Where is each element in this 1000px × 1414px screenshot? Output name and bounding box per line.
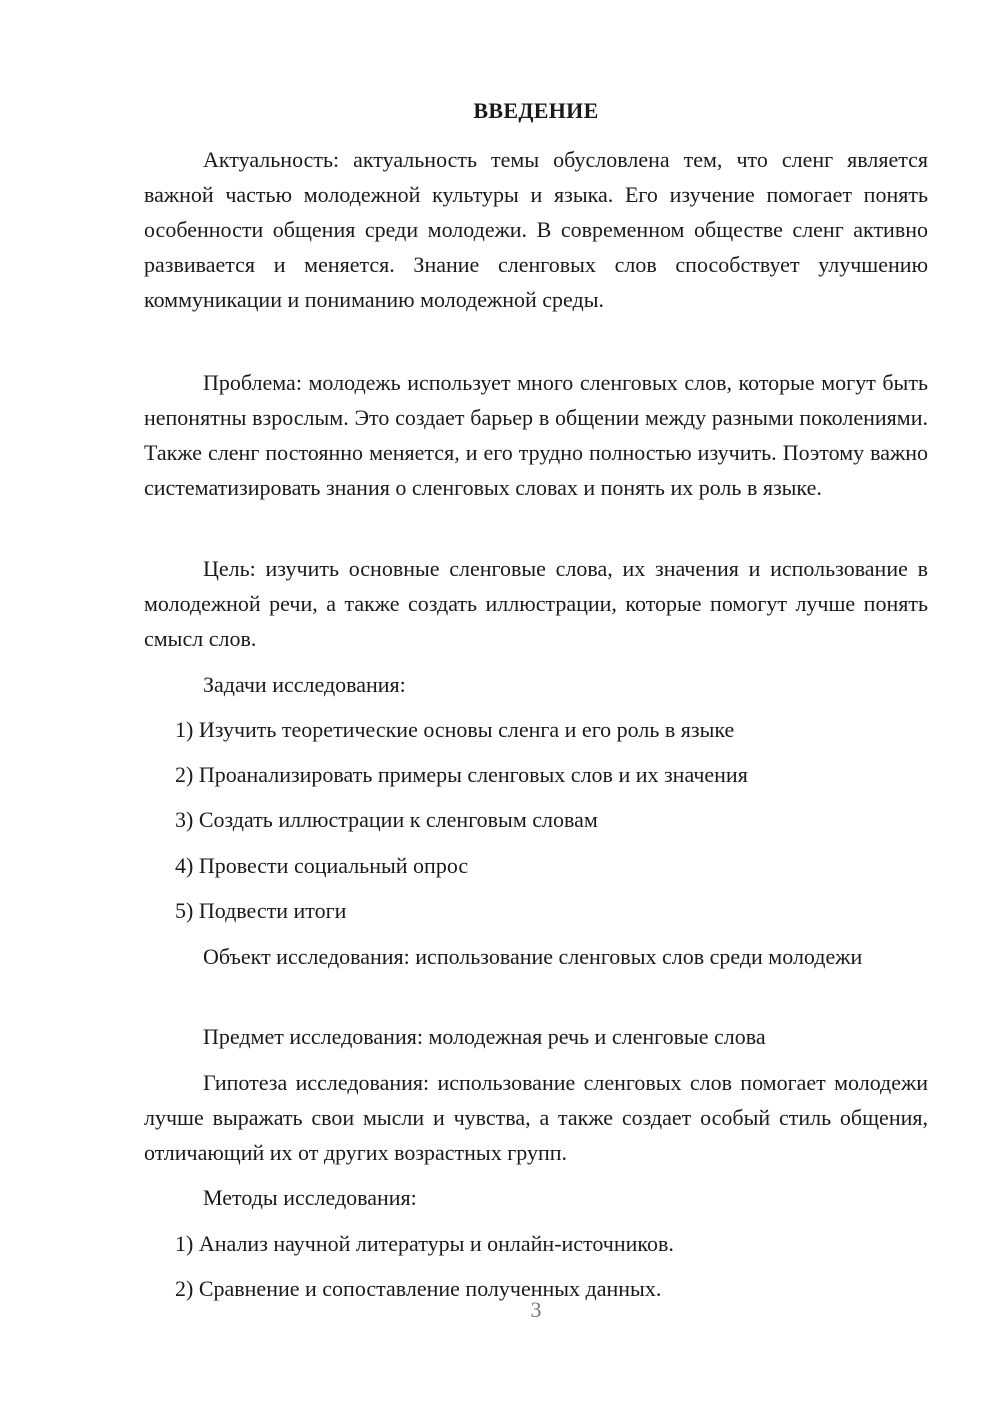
task-item: 5) Подвести итоги: [175, 898, 347, 923]
section-heading: ВВЕДЕНИЕ: [473, 98, 599, 123]
method-item: 1) Анализ научной литературы и онлайн-источников.: [175, 1231, 674, 1256]
hypothesis-paragraph: Гипотеза исследования: использование сленговых слов помогает молодежи лучше выражать свои мысли и чувства, а также создает особый стиль общения, отличающий их от других возрастных групп.: [144, 1070, 928, 1165]
goal-paragraph: Цель: изучить основные сленговые слова, их значения и использование в молодежной речи, а также создать иллюстрации, которые помогут лучше понять смысл слов.: [144, 556, 928, 651]
methods-title: Методы исследования:: [203, 1185, 417, 1210]
task-item: 3) Создать иллюстрации к сленговым словам: [175, 807, 598, 832]
object-paragraph: Объект исследования: использование сленговых слов среди молодежи: [203, 944, 863, 969]
tasks-title: Задачи исследования:: [203, 672, 406, 697]
method-item: 2) Сравнение и сопоставление полученных данных.: [175, 1276, 662, 1301]
subject-paragraph: Предмет исследования: молодежная речь и сленговые слова: [203, 1024, 766, 1049]
relevance-paragraph: Актуальность: актуальность темы обусловлена тем, что сленг является важной частью молодежной культуры и языка. Его изучение помогает понять особенности общения среди молодежи. В современном обществе сленг активно развивается и меняется. Знание сленговых слов способствует улучшению коммуникации и пониманию молодежной среды.: [144, 147, 928, 312]
problem-paragraph: Проблема: молодежь использует много сленговых слов, которые могут быть непонятны взрослым. Это создает барьер в общении между разными поколениями. Также сленг постоянно меняется, и его трудно полностью изучить. Поэтому важно систематизировать знания о сленговых словах и понять их роль в языке.: [144, 370, 928, 500]
task-item: 2) Проанализировать примеры сленговых слов и их значения: [175, 762, 748, 787]
task-item: 1) Изучить теоретические основы сленга и его роль в языке: [175, 717, 735, 742]
task-item: 4) Провести социальный опрос: [175, 853, 469, 878]
page-number: 3: [530, 1297, 542, 1322]
